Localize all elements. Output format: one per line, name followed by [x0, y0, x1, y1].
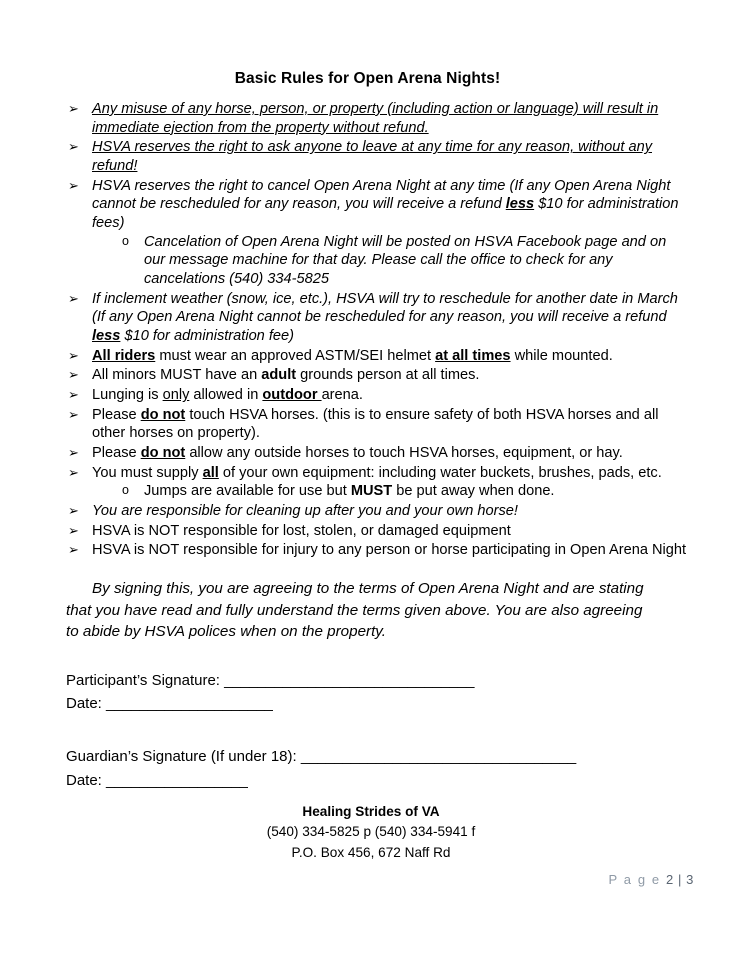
- rule-item-misuse: [66, 100, 687, 137]
- page-number-label: P a g e: [608, 872, 661, 887]
- text-run: grounds person at all times.: [296, 367, 480, 384]
- rule-item-lunging: [66, 386, 687, 405]
- rule-text: [92, 291, 678, 344]
- rule-text: [92, 348, 613, 364]
- text-run: All riders: [92, 347, 156, 364]
- guardian-date-label: Date:: [66, 771, 107, 789]
- rule-item-not-responsible-equipment: [66, 522, 687, 541]
- rule-item-helmets: [66, 347, 687, 366]
- text-run: at all times: [435, 347, 511, 364]
- arrow-bullet-icon: ➢: [68, 387, 79, 403]
- text-run: do not: [140, 406, 186, 423]
- rule-item-cancel-night: [66, 177, 687, 289]
- arrow-bullet-icon: ➢: [68, 347, 79, 363]
- text-run: be put away when done.: [392, 483, 555, 500]
- rule-item-ask-to-leave: [66, 138, 687, 175]
- guardian-date-field[interactable]: _________________: [106, 771, 248, 789]
- participant-date-field[interactable]: ____________________: [106, 695, 273, 713]
- arrow-bullet-icon: ➢: [68, 445, 79, 461]
- rule-item-minors-adult: [66, 366, 687, 385]
- arrow-bullet-icon: ➢: [68, 367, 79, 383]
- text-run: Please: [92, 445, 141, 462]
- text-run: $10 for administration fee): [120, 328, 294, 345]
- participant-date-label: Date:: [66, 695, 107, 713]
- rule-text: [92, 523, 511, 539]
- page-number-value: 2 | 3: [665, 872, 694, 887]
- rule-item-cleaning-up: [66, 502, 687, 521]
- footer-organization: Healing Strides of VA: [302, 804, 440, 819]
- text-run: must wear an approved ASTM/SEI helmet: [155, 347, 436, 364]
- text-run: all: [202, 464, 219, 481]
- guardian-signature-field[interactable]: _________________________________: [300, 748, 577, 766]
- sub-rule-item-cancelation-posting: [114, 233, 687, 289]
- sub-rules-list: [92, 233, 687, 289]
- participant-date-row: [66, 692, 687, 715]
- page-title: Basic Rules for Open Arena Nights!: [234, 70, 501, 87]
- guardian-date-row: [66, 769, 687, 792]
- rules-list: [66, 100, 687, 560]
- text-run: less: [505, 196, 535, 213]
- text-run: of your own equipment: including water buckets, brushes, pads, etc.: [218, 464, 662, 481]
- text-run: adult: [261, 367, 297, 384]
- text-run: less: [92, 328, 121, 345]
- arrow-bullet-icon: ➢: [68, 139, 79, 155]
- rule-text: [92, 445, 623, 461]
- rule-text: [92, 387, 363, 403]
- participant-signature-label: Participant’s Signature:: [66, 671, 225, 689]
- arrow-bullet-icon: ➢: [68, 542, 79, 558]
- arrow-bullet-icon: ➢: [68, 464, 79, 480]
- rule-text: [92, 367, 479, 383]
- arrow-bullet-icon: ➢: [68, 177, 79, 193]
- rule-item-no-outside-horses-touch: [66, 444, 687, 463]
- rule-item-inclement-weather: [66, 290, 687, 346]
- sub-rule-item-jumps: [114, 482, 687, 501]
- text-run: MUST: [350, 483, 393, 500]
- text-run: Any misuse of any horse, person, or property (including action or language) will result in immediate ejection from the property without refund.: [92, 101, 659, 136]
- rule-text: [92, 407, 658, 442]
- rule-text: [92, 503, 518, 519]
- text-run: only: [162, 387, 190, 404]
- rule-text: [92, 465, 662, 481]
- sub-rule-text: [144, 483, 555, 499]
- sub-rules-list: [92, 482, 687, 501]
- arrow-bullet-icon: ➢: [68, 290, 79, 306]
- arrow-bullet-icon: ➢: [68, 101, 79, 116]
- text-run: allow any outside horses to touch HSVA horses, equipment, or hay.: [185, 445, 623, 462]
- participant-signature-block: [66, 669, 687, 716]
- text-run: do not: [140, 445, 186, 462]
- agreement-paragraph: By signing this, you are agreeing to the terms of Open Arena Night and are stating that you have read and fully understand the terms given above. You are also agreeing to abide by HSVA polices when on the property.: [66, 580, 644, 641]
- rule-item-supply-equipment: [66, 464, 687, 501]
- document-footer: [0, 802, 742, 863]
- rule-item-not-responsible-injury: [66, 541, 687, 560]
- rule-item-no-touch-horses: [66, 406, 687, 443]
- rule-text: [92, 178, 679, 231]
- text-run: arena.: [321, 387, 363, 404]
- circle-bullet-icon: o: [122, 233, 129, 248]
- footer-address: P.O. Box 456, 672 Naff Rd: [291, 844, 451, 860]
- text-run: You must supply: [92, 464, 203, 481]
- text-run: HSVA reserves the right to ask anyone to leave at any time for any reason, without any refund!: [92, 139, 652, 175]
- arrow-bullet-icon: ➢: [68, 522, 79, 538]
- arrow-bullet-icon: ➢: [68, 406, 79, 422]
- participant-signature-field[interactable]: ______________________________: [224, 671, 475, 689]
- rule-text: [92, 139, 652, 174]
- text-run: All minors MUST have an: [92, 367, 262, 384]
- text-run: Jumps are available for use but: [144, 483, 351, 500]
- sub-rule-text: [144, 234, 666, 287]
- guardian-signature-block: [66, 745, 687, 792]
- text-run: HSVA is NOT responsible for lost, stolen, or damaged equipment: [92, 522, 511, 539]
- text-run: You are responsible for cleaning up after you and your own horse!: [92, 503, 518, 520]
- text-run: outdoor: [262, 387, 322, 404]
- page-number: [609, 872, 694, 887]
- text-run: If inclement weather (snow, ice, etc.), HSVA will try to reschedule for another date in March (If any Open Arena Night cannot be rescheduled for any reason, you will receive a refund: [92, 290, 678, 326]
- rule-text: [92, 542, 686, 558]
- footer-phone: (540) 334-5825 p (540) 334-5941 f: [266, 824, 476, 840]
- participant-signature-row: [66, 669, 687, 692]
- text-run: HSVA reserves the right to cancel Open Arena Night at any time (If any Open Arena Night cannot be rescheduled for any reason, you will receive a refund: [92, 177, 671, 213]
- text-run: HSVA is NOT responsible for injury to any person or horse participating in Open Arena Night: [92, 542, 687, 559]
- text-run: Please: [92, 406, 141, 423]
- text-run: allowed in: [189, 387, 263, 404]
- text-run: while mounted.: [510, 347, 613, 364]
- arrow-bullet-icon: ➢: [68, 503, 79, 519]
- text-run: Cancelation of Open Arena Night will be posted on HSVA Facebook page and on our message machine for that day. Please call the office to check for any cancelations (540) 334-5825: [144, 233, 667, 288]
- guardian-signature-label: Guardian’s Signature (If under 18):: [66, 748, 301, 766]
- circle-bullet-icon: o: [122, 483, 129, 498]
- text-run: $10 for administration fees): [92, 196, 679, 232]
- rule-text: [92, 101, 658, 136]
- text-run: touch HSVA horses. (this is to ensure safety of both HSVA horses and all other horses on property).: [92, 406, 659, 442]
- guardian-signature-row: [66, 745, 687, 768]
- text-run: Lunging is: [92, 387, 163, 404]
